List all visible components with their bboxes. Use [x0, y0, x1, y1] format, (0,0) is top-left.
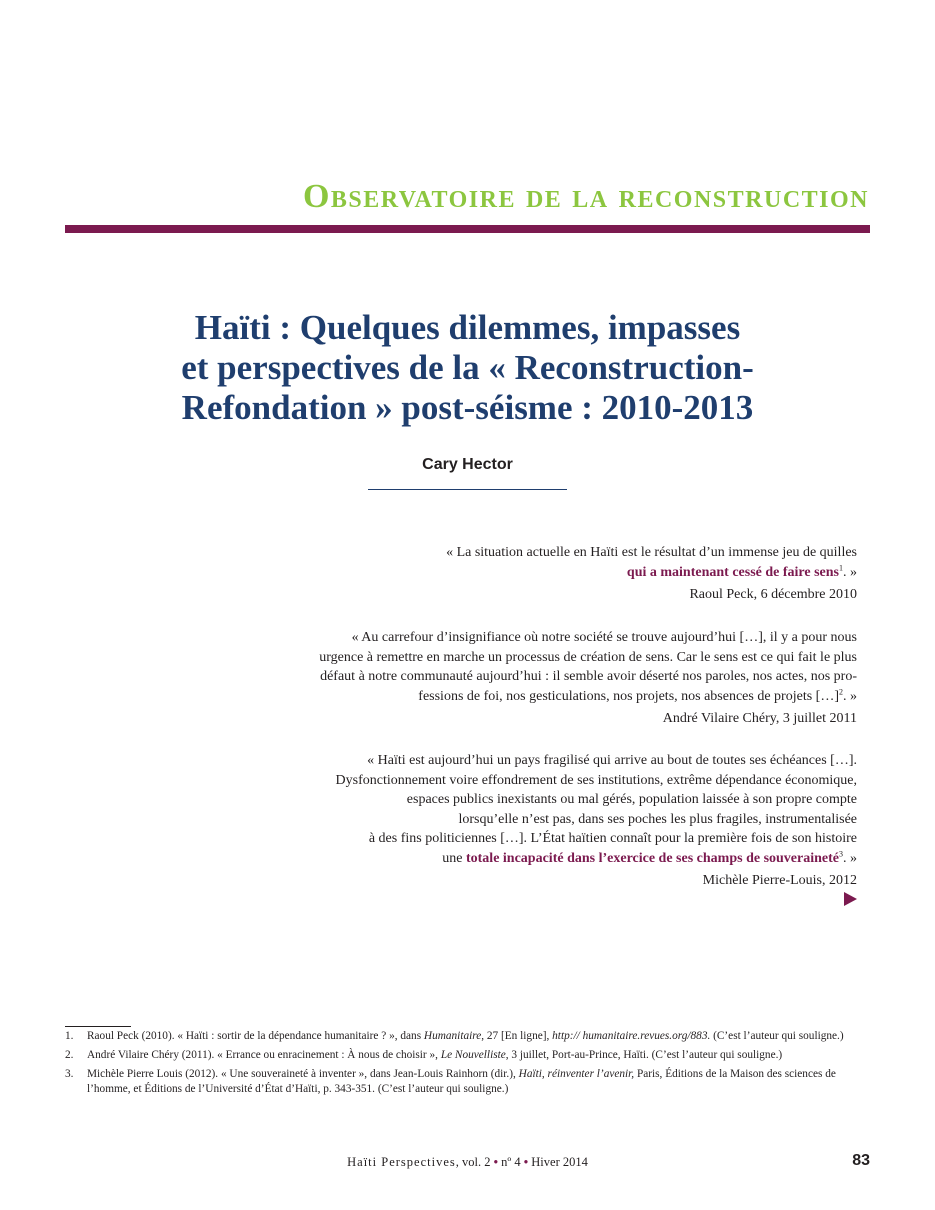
epigraph-chery	[319, 628, 857, 729]
epigraph-pierre-louis	[336, 751, 857, 891]
quote-text: à des fins politiciennes […]. L’État haïtien connaît pour la première fois de son histoire	[368, 831, 857, 846]
epigraph-source: Raoul Peck, 6 décembre 2010	[689, 587, 857, 602]
article-title-line: Haïti : Quelques dilemmes, impasses	[194, 308, 741, 347]
epigraph-line	[319, 648, 857, 668]
epigraph-line	[336, 771, 857, 791]
footnote-rule	[65, 1026, 131, 1027]
epigraph-line	[336, 829, 857, 849]
footnote-number: 1.	[65, 1030, 74, 1042]
epigraph-line	[319, 628, 857, 648]
quote-text: Dysfonctionnement voire effondrement de ses institutions, extrême dépendance économique,	[335, 772, 857, 788]
footnote-item	[65, 1067, 870, 1097]
quote-text: . »	[843, 564, 857, 580]
journal-issue: nº 4	[497, 1155, 524, 1169]
section-rule	[65, 225, 870, 233]
quote-text: « Au carrefour d’insignifiance où notre société se trouve aujourd’hui […], il y a pour nous	[351, 630, 857, 645]
footnote-text: , 27 [En ligne],	[481, 1030, 553, 1042]
continue-arrow-icon	[844, 892, 857, 906]
footnote-ref: 1	[839, 562, 843, 572]
footnote-item	[65, 1048, 870, 1063]
journal-season: Hiver 2014	[528, 1155, 588, 1169]
epigraph-line	[336, 810, 857, 830]
quote-text: . »	[843, 850, 857, 866]
journal-volume: , vol. 2	[455, 1155, 491, 1169]
highlighted-quote: qui a maintenant cessé de faire sens	[626, 564, 839, 580]
quote-text: une	[442, 850, 466, 866]
epigraph-line	[446, 563, 857, 583]
epigraph-line	[319, 667, 857, 687]
quote-text: . »	[843, 688, 857, 704]
footnote-text: , 3 juillet, Port-au-Prince, Haïti. (C’est l’auteur qui souligne.)	[505, 1049, 783, 1061]
epigraph-line	[336, 790, 857, 810]
journal-name: Haïti Perspectives	[347, 1155, 456, 1169]
epigraph-source: Michèle Pierre-Louis, 2012	[702, 873, 857, 888]
article-title	[100, 308, 835, 428]
highlighted-quote: totale incapacité dans l’exercice de ses champs de souveraineté	[465, 850, 839, 866]
footnote-number: 2.	[65, 1049, 74, 1061]
epigraph-line	[446, 543, 857, 563]
footnote-italic: Le Nouvelliste	[440, 1049, 506, 1061]
epigraph-line	[336, 751, 857, 771]
epigraph-line	[319, 687, 857, 707]
quote-text: « Haïti est aujourd’hui un pays fragilisé qui arrive au bout de toutes ses échéances […].	[367, 753, 857, 768]
footnote-text: André Vilaire Chéry (2011). « Errance ou enracinement : À nous de choisir »,	[87, 1049, 441, 1061]
footnotes	[65, 1029, 870, 1101]
page-footer	[0, 1155, 935, 1170]
footnote-body	[87, 1029, 870, 1044]
section-title: Observatoire de la reconstruction	[302, 178, 869, 215]
footnote-number: 3.	[65, 1068, 74, 1080]
footnote-ref: 3	[839, 848, 843, 858]
quote-text: défaut à notre communauté aujourd’hui : il semble avoir déserté nos paroles, nos actes, nos pro-	[320, 669, 857, 684]
quote-text: espaces publics inexistants ou mal gérés, population laissée à son propre compte	[406, 792, 857, 807]
quote-text: lorsqu’elle n’est pas, dans ses poches les plus fragiles, instrumentalisée	[458, 811, 857, 827]
footnote-text: Paris, Éditions de la Maison des sciences de l’homme, et Éditions de l’Université d’État d’Haïti, p. 343-351. (C’est l’auteur qui souligne.)	[87, 1068, 836, 1095]
footnote-body	[87, 1067, 870, 1097]
quote-text: « La situation actuelle en Haïti est le résultat d’un immense jeu de quilles	[446, 545, 857, 560]
footnote-italic: Humanitaire	[423, 1030, 482, 1042]
footnote-text: Raoul Peck (2010). « Haïti : sortir de la dépendance humanitaire ? », dans	[87, 1030, 424, 1042]
footer-bullet: •	[493, 1155, 498, 1169]
footnote-text: Michèle Pierre Louis (2012). « Une souveraineté à inventer », dans Jean-Louis Rainhorn (dir.),	[87, 1068, 519, 1080]
author-name: Cary Hector	[422, 456, 513, 473]
article-title-line: Refondation » post-séisme : 2010-2013	[181, 388, 754, 427]
page-number: 83	[852, 1152, 870, 1169]
footer-bullet: •	[523, 1155, 529, 1169]
footnote-text: (C’est l’auteur qui souligne.)	[710, 1030, 844, 1042]
footnote-ref: 2	[839, 686, 843, 696]
footnote-italic: http:// humanitaire.revues.org/883.	[552, 1030, 711, 1042]
epigraph-line	[336, 849, 857, 869]
epigraph-source: André Vilaire Chéry, 3 juillet 2011	[662, 711, 857, 726]
quote-text: fessions de foi, nos gesticulations, nos projets, nos absences de projets […]	[418, 688, 839, 704]
quote-text: urgence à remettre en marche un processus de création de sens. Car le sens est ce qui fait le plus	[319, 649, 857, 665]
epigraph-peck	[446, 543, 857, 605]
footnote-item	[65, 1029, 870, 1044]
footnote-italic: Haïti, réinventer l’avenir,	[518, 1068, 635, 1080]
article-title-line: et perspectives de la « Reconstruction-	[181, 348, 754, 387]
footnote-body	[87, 1048, 870, 1063]
author-rule	[368, 489, 567, 490]
